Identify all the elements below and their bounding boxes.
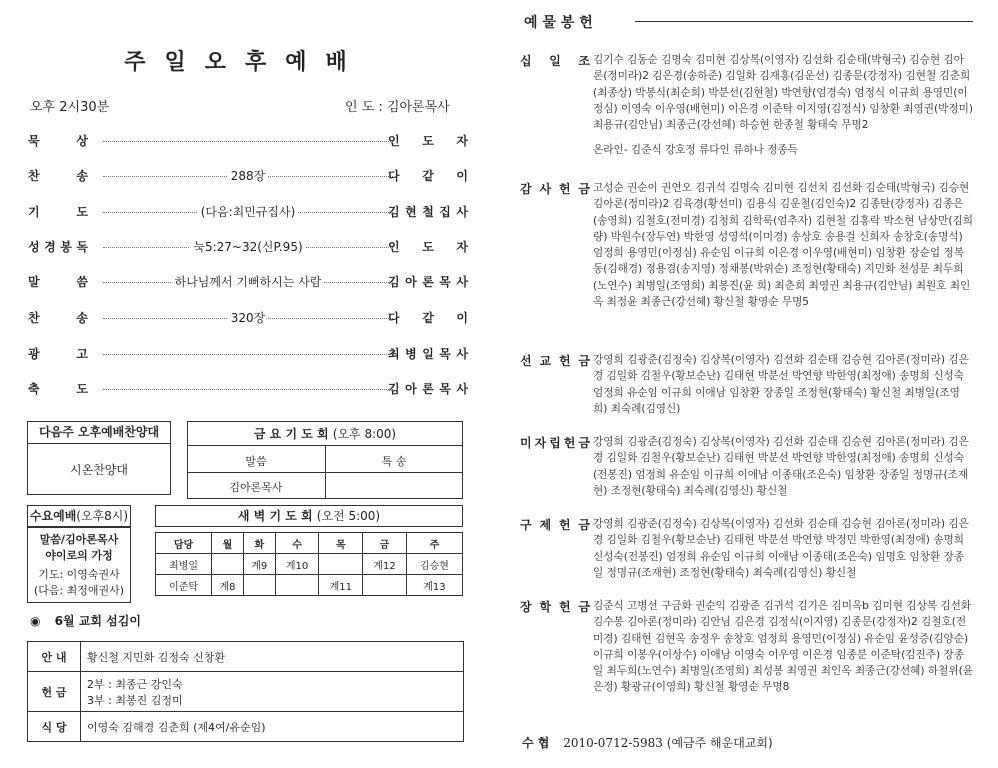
dawn-col-header: 주 bbox=[406, 533, 462, 554]
dawn-col-header: 담당 bbox=[156, 533, 212, 554]
dawn-cell: 계10 bbox=[275, 554, 319, 575]
order-label: 찬 송 bbox=[28, 169, 88, 183]
wednesday-next-prayer: (다음: 최정애권사) bbox=[33, 584, 125, 597]
bank-account bbox=[522, 734, 773, 751]
order-label: 말 씀 bbox=[28, 275, 88, 289]
wednesday-sermon: 말씀/김아론목사 bbox=[39, 533, 119, 546]
order-row bbox=[28, 167, 468, 187]
dawn-cell bbox=[212, 554, 244, 575]
order-row bbox=[28, 273, 468, 293]
dawn-col-header: 화 bbox=[243, 533, 275, 554]
order-label: 찬 송 bbox=[28, 311, 88, 325]
dawn-cell: 계9 bbox=[243, 554, 275, 575]
wednesday-prayer: 기도: 이영숙권사 bbox=[38, 568, 120, 581]
order-person: 김 아 론 목 사 bbox=[388, 275, 468, 289]
heading-rule bbox=[635, 21, 973, 22]
dawn-schedule-table bbox=[155, 532, 463, 596]
service-value: 3부 : 최봉진 김정미 bbox=[87, 693, 183, 707]
wednesday-header: 수요예배 bbox=[29, 509, 77, 523]
dawn-prayer-header: 새 벽 기 도 회 bbox=[237, 509, 313, 523]
offering-online: 온라인- 김준식 강호정 류다인 류하나 정종득 bbox=[593, 144, 798, 156]
offering-heading: 예 물 봉 헌 bbox=[524, 15, 593, 31]
wednesday-title: 야이로의 가정 bbox=[45, 549, 113, 562]
dawn-cell: 계11 bbox=[319, 575, 363, 596]
order-person: 최 병 일 목 사 bbox=[388, 347, 468, 361]
service-leader: 인 도 : 김아론목사 bbox=[345, 100, 450, 115]
order-label: 축 도 bbox=[28, 382, 88, 396]
order-person: 인 도 자 bbox=[388, 134, 468, 148]
friday-prayer-time: (오후 8:00) bbox=[332, 427, 397, 441]
service-table bbox=[27, 641, 464, 742]
dawn-cell: 이준탁 bbox=[156, 575, 212, 596]
order-row bbox=[28, 203, 468, 223]
dawn-cell: 계8 bbox=[212, 575, 244, 596]
dawn-cell bbox=[363, 575, 407, 596]
friday-prayer-header: 금 요 기 도 회 bbox=[253, 427, 329, 441]
offering-category: 감 사 헌 금 bbox=[520, 182, 590, 196]
order-person: 인 도 자 bbox=[388, 240, 468, 254]
service-title: 6월 교회 섬김이 bbox=[54, 614, 141, 628]
offering-names: 김준식 고병선 구금화 권순익 김광준 김귀석 김기은 김미옥b 김미현 김상복 김선화 김수봉 김아론(정미라) 김안님 김은경 김정식(이지영) 김종문(강정자)2 김철호(전미경) 김태현 김현옥 송정우 송창호 엄정희 용영민(이정심) 유순임 윤성증(김양순) 이규희 이봉우(이상수) 이애남 이영숙 이우영 이은경 임종분 이준탁(김진주) 장종일 최두희(노연수) 최병일(조영희) 최성봉 최영권 최인옥 최종근(강선혜) 하철위(윤은정) 황광규(이영희) 황신철 황영순 무명8 bbox=[593, 600, 973, 694]
order-detail: (다음:최민규집사) bbox=[198, 205, 299, 219]
order-detail: 눅5:27~32(신P.95) bbox=[190, 240, 305, 254]
order-row bbox=[28, 309, 468, 329]
friday-col-sermon: 말씀 bbox=[245, 455, 267, 468]
order-label: 광 고 bbox=[28, 347, 88, 361]
dawn-prayer-time: (오전 5:00) bbox=[316, 509, 381, 523]
dot-leader bbox=[103, 141, 393, 142]
order-person: 김 현 철 집 사 bbox=[388, 205, 468, 219]
dawn-cell bbox=[319, 554, 363, 575]
next-choir-value: 시온찬양대 bbox=[70, 463, 128, 477]
dawn-cell bbox=[275, 575, 319, 596]
offering-category: 십 일 조 bbox=[520, 54, 590, 68]
offering-names: 강영희 김광준(김정숙) 김상복(이영자) 김선화 김순태 김승현 김아론(정미라) 김은경 김일화 김철우(황보순난) 김태현 박분선 박연향 박한영(최정애) 송명희 신성숙(전봉진) 엄정희 유순임 이규희 이애남 이종태(조은숙) 임창환 장종일 정명규(조재현) 조정현(황태숙) 최숙례(김영신) 황신철 bbox=[593, 436, 969, 497]
order-label: 기 도 bbox=[28, 205, 88, 219]
dawn-cell: 계12 bbox=[363, 554, 407, 575]
service-label: 헌 금 bbox=[28, 672, 81, 712]
dawn-cell bbox=[243, 575, 275, 596]
service-value: 2부 : 최종근 강인숙 bbox=[87, 677, 183, 691]
order-row bbox=[28, 132, 468, 152]
dawn-col-header: 수 bbox=[275, 533, 319, 554]
offering-category: 구 제 헌 금 bbox=[520, 518, 590, 532]
dawn-cell: 계13 bbox=[406, 575, 462, 596]
order-row bbox=[28, 345, 468, 365]
order-row bbox=[28, 238, 468, 258]
service-time: 오후 2시30분 bbox=[30, 100, 110, 115]
offering-names: 강영희 김광준(김정숙) 김상복(이영자) 김선화 김순태 김승현 김아론(정미라) 김은경 김일화 김철우(황보순난) 김태현 박분선 박연향 박한영(최정애) 송명희 신성숙 엄정희 유순임 이규희 이애남 임창환 장종일 조정현(황태숙) 황신철 최병일(조영희) 최숙례(김영신) bbox=[593, 354, 969, 415]
order-detail: 288장 bbox=[228, 169, 269, 183]
order-row bbox=[28, 380, 468, 400]
service-label: 식 당 bbox=[28, 712, 81, 742]
dawn-cell: 김승현 bbox=[406, 554, 462, 575]
account-holder: (예금주 해운대교회) bbox=[666, 736, 773, 750]
dawn-col-header: 월 bbox=[212, 533, 244, 554]
service-label: 안 내 bbox=[28, 642, 81, 672]
order-person: 다 같 이 bbox=[388, 169, 468, 183]
offering-category: 미 자 립 헌 금 bbox=[520, 436, 590, 450]
order-detail: 320장 bbox=[228, 311, 269, 325]
page-title: 주일오후예배 bbox=[124, 49, 366, 75]
order-label: 묵 상 bbox=[28, 134, 88, 148]
order-person: 김 아 론 목 사 bbox=[388, 382, 468, 396]
dot-leader bbox=[103, 389, 393, 390]
friday-sermon-value: 김아론목사 bbox=[229, 481, 283, 494]
service-value: 황신철 지민화 김정숙 신창환 bbox=[81, 642, 464, 672]
wednesday-time: (오후8시) bbox=[76, 509, 129, 523]
account-number: 2010-0712-5983 bbox=[563, 736, 663, 750]
service-value: 이영숙 김해경 김춘희 (제4여/유순임) bbox=[81, 712, 464, 742]
service-bullet-icon: ◉ bbox=[30, 614, 41, 628]
bank-name: 수 협 bbox=[522, 736, 550, 750]
dawn-cell: 최병일 bbox=[156, 554, 212, 575]
dawn-col-header: 금 bbox=[363, 533, 407, 554]
offering-names: 고성순 권순이 권연오 김귀석 김명숙 김미현 김선치 김선화 김순태(박형국) 김승현 김아론(정미라)2 김육경(황선미) 김용식 김운철(김인숙)2 김종탄(강정자) 김종은(송영희) 김철호(전미경) 김청희 김학룩(엄추자) 김현철 김홍락 박소현 남상만(김희량) 박원수(장두연) 박한영 성영석(이미경) 송상호 송용걸 신희자 송창호(송명석) 엄정희 용영민(이정심) 유순임 이규희 이은경 이우영(배현미) 임창환 장순업 정복동(김해경) 정용겸(송지영) 정채봉(박위순) 조정현(황태숙) 지민화 천성문 최두희(노연수) 최병일(조영희) 최봉진(윤 희) 최춘희 최영권 최용규(김안님) 최원호 최인옥 최정윤 최종근(강선혜) 황신철 황영순 무명5 bbox=[593, 182, 973, 309]
order-detail: 하나님께서 기뻐하시는 사람 bbox=[172, 275, 325, 289]
order-person: 다 같 이 bbox=[388, 311, 468, 325]
offering-category: 선 교 헌 금 bbox=[520, 354, 590, 368]
offering-category: 장 학 헌 금 bbox=[520, 600, 590, 614]
offering-names: 강영희 김광준(김정숙) 김상복(이영자) 김선화 김순태 김승현 김아론(정미라) 김은경 김일화 김철우(황보순난) 김태현 박분선 박연향 박정민 박한영(최정애) 송명희 신성숙(전봉진) 엄정희 유순임 이규희 이애남 이종태(조은숙) 임명호 임창환 장종일 정명규(조재현) 조정현(황태숙) 최숙례(김영신) 황신철 bbox=[593, 518, 969, 579]
offering-names: 김기수 김동순 김명숙 김미현 김상복(이영자) 김선화 김순태(박형국) 김승현 김아론(정미라)2 김은경(송하준) 김일화 김재홍(김운선) 김종문(강정자) 김현철 김춘희(최종상) 박봉식(최순희) 박분선(김현철) 박연향(엄경숙) 엄정식 이규희 용영민(이정심) 이영숙 이우영(배현미) 이은경 이준탁 이지영(김정식) 임창환 최영권(박정미) 최용규(김안님) 최종근(강선혜) 하승현 한종철 황태숙 무명2 bbox=[593, 54, 973, 132]
dot-leader bbox=[103, 354, 393, 355]
next-choir-header: 다음주 오후예배찬양대 bbox=[27, 421, 171, 444]
order-label: 성 경 봉 독 bbox=[28, 240, 88, 254]
friday-col-special: 특 송 bbox=[381, 455, 407, 468]
dawn-col-header: 목 bbox=[319, 533, 363, 554]
